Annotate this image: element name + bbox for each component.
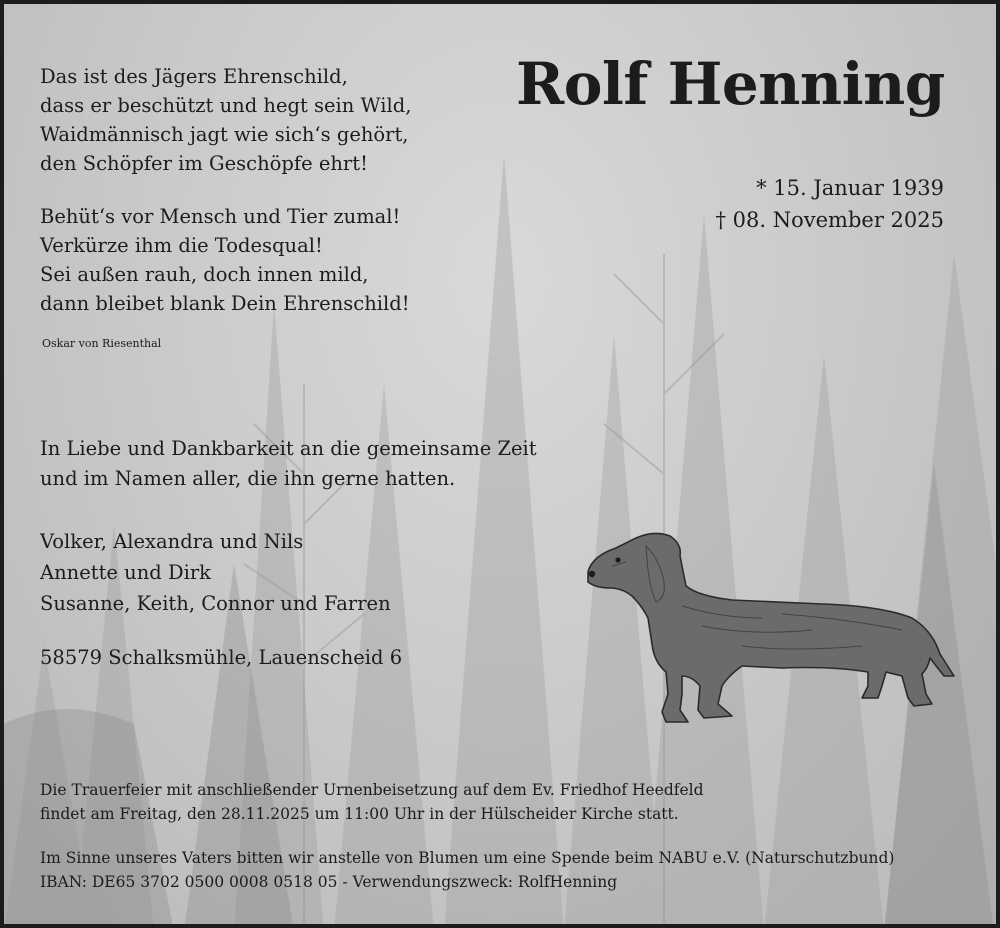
funeral-service-info: [40, 778, 704, 826]
donation-request: [40, 846, 894, 894]
poem-line: Sei außen rauh, doch innen mild,: [40, 263, 369, 286]
life-dates: [664, 172, 944, 236]
deceased-name: Rolf Henning: [516, 50, 945, 118]
death-date: † 08. November 2025: [715, 208, 944, 232]
poem-stanza-1: [40, 62, 411, 178]
service-line: Die Trauerfeier mit anschließender Urnenbeisetzung auf dem Ev. Friedhof Heedfeld: [40, 781, 704, 799]
poem-author: Oskar von Riesenthal: [42, 337, 162, 350]
poem-line: den Schöpfer im Geschöpfe ehrt!: [40, 152, 368, 175]
birth-date: * 15. Januar 1939: [756, 176, 944, 200]
family-list: [40, 526, 391, 619]
poem-line: Waidmännisch jagt wie sich‘s gehört,: [40, 123, 409, 146]
poem-stanza-2: [40, 202, 410, 318]
service-line: findet am Freitag, den 28.11.2025 um 11:00 Uhr in der Hülscheider Kirche statt.: [40, 805, 679, 823]
poem-line: dass er beschützt und hegt sein Wild,: [40, 94, 412, 117]
thanks-line: In Liebe und Dankbarkeit an die gemeinsame Zeit: [40, 437, 537, 460]
poem-line: dann bleibet blank Dein Ehrenschild!: [40, 292, 410, 315]
family-address: 58579 Schalksmühle, Lauenscheid 6: [40, 646, 403, 669]
dachshund-image: [582, 526, 958, 730]
family-line: Susanne, Keith, Connor und Farren: [40, 592, 391, 615]
donation-line: Im Sinne unseres Vaters bitten wir anstelle von Blumen um eine Spende beim NABU e.V. (Naturschutzbund): [40, 849, 895, 867]
thanks-line: und im Namen aller, die ihn gerne hatten.: [40, 467, 456, 490]
thanks-text: [40, 434, 537, 494]
donation-iban: IBAN: DE65 3702 0500 0008 0518 05 - Verwendungszweck: RolfHenning: [40, 873, 618, 891]
family-line: Annette und Dirk: [40, 561, 211, 584]
poem-line: Behüt‘s vor Mensch und Tier zumal!: [40, 205, 401, 228]
poem-line: Das ist des Jägers Ehrenschild,: [40, 65, 348, 88]
poem-line: Verkürze ihm die Todesqual!: [40, 234, 323, 257]
family-line: Volker, Alexandra und Nils: [40, 530, 304, 553]
